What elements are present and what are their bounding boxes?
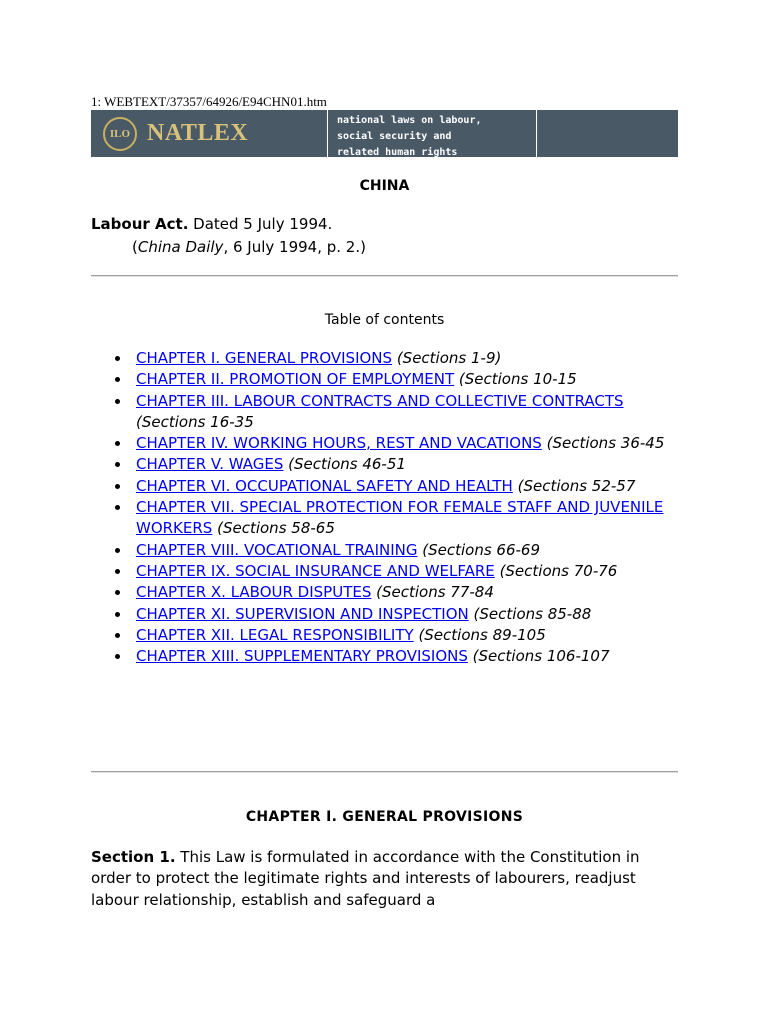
- toc-item: [136, 476, 681, 497]
- tagline-line: related human rights: [337, 147, 458, 158]
- section-body: This Law is formulated in accordance with the Constitution in order to protect the legitimate rights and interests of labourers, readjust labour relationship, establish and safeguard a: [91, 848, 640, 909]
- act-date: Dated 5 July 1994.: [188, 215, 333, 233]
- toc-section-range: (Sections 52-57: [517, 476, 636, 495]
- section-1-paragraph: [91, 847, 681, 911]
- tagline-line: social security and: [337, 131, 452, 142]
- banner-tagline: [327, 110, 537, 157]
- ilo-emblem-icon: ILO: [103, 117, 137, 151]
- toc-item: [136, 540, 681, 561]
- divider-top: [91, 275, 678, 277]
- source-details: , 6 July 1994, p. 2.): [223, 238, 366, 256]
- natlex-logo[interactable]: [91, 110, 327, 157]
- toc-chapter-link[interactable]: CHAPTER I. GENERAL PROVISIONS: [136, 349, 393, 367]
- tagline-line: national laws on labour,: [337, 115, 482, 126]
- toc-item: [136, 561, 681, 582]
- toc-chapter-link[interactable]: CHAPTER VI. OCCUPATIONAL SAFETY AND HEALTH: [136, 476, 513, 495]
- toc-chapter-link[interactable]: CHAPTER XII. LEGAL RESPONSIBILITY: [136, 625, 414, 644]
- toc-section-range: (Sections 70-76: [499, 561, 618, 580]
- source-url: 1: WEBTEXT/37357/64926/E94CHN01.htm: [91, 94, 327, 109]
- toc-item: [136, 625, 681, 646]
- toc-section-range: (Sections 10-15: [458, 370, 577, 389]
- toc-item: [136, 454, 681, 475]
- natlex-banner: [91, 110, 678, 157]
- toc-chapter-link[interactable]: CHAPTER III. LABOUR CONTRACTS AND COLLECTIVE CONTRACTS: [136, 391, 624, 410]
- act-title: Labour Act.: [91, 215, 189, 233]
- source-open: (: [132, 238, 138, 256]
- toc-item: [136, 646, 681, 667]
- toc-item: [136, 582, 681, 603]
- toc-section-range: (Sections 1-9): [396, 349, 502, 367]
- toc-chapter-link[interactable]: CHAPTER V. WAGES: [136, 455, 284, 474]
- toc-item: [136, 369, 681, 390]
- toc-chapter-link[interactable]: CHAPTER XI. SUPERVISION AND INSPECTION: [136, 604, 469, 623]
- toc-title: Table of contents: [324, 312, 445, 328]
- toc-item: [136, 497, 681, 540]
- toc-list: [91, 348, 681, 667]
- toc-section-range: (Sections 85-88: [473, 604, 592, 623]
- toc-section-range: (Sections 77-84: [376, 583, 494, 602]
- country-heading: CHINA: [359, 178, 410, 194]
- toc-item: [136, 433, 681, 454]
- toc-section-range: (Sections 106-107: [472, 647, 610, 666]
- divider-bottom: [91, 771, 678, 773]
- act-title-line: [91, 215, 332, 233]
- toc-chapter-link[interactable]: CHAPTER VIII. VOCATIONAL TRAINING: [136, 540, 418, 559]
- toc-section-range: (Sections 36-45: [546, 434, 665, 453]
- toc-item: [136, 348, 681, 369]
- toc-section-range: (Sections 16-35: [136, 412, 254, 431]
- source-publication: China Daily: [137, 238, 224, 256]
- toc-section-range: (Sections 58-65: [217, 519, 335, 538]
- toc-chapter-link[interactable]: CHAPTER X. LABOUR DISPUTES: [136, 583, 372, 602]
- toc-chapter-link[interactable]: CHAPTER VII. SPECIAL PROTECTION FOR FEMALE STAFF AND JUVENILE WORKERS: [136, 498, 664, 538]
- natlex-wordmark: NATLEX: [147, 120, 249, 146]
- toc-section-range: (Sections 66-69: [422, 540, 541, 559]
- toc-chapter-link[interactable]: CHAPTER IV. WORKING HOURS, REST AND VACATIONS: [136, 434, 542, 453]
- act-source-line: [132, 238, 366, 256]
- toc-item: [136, 604, 681, 625]
- toc-section-range: (Sections 46-51: [288, 455, 406, 474]
- toc-section-range: (Sections 89-105: [418, 625, 546, 644]
- section-label: Section 1.: [91, 848, 176, 866]
- banner-spacer: [537, 110, 678, 157]
- chapter-heading: CHAPTER I. GENERAL PROVISIONS: [245, 809, 524, 825]
- toc-chapter-link[interactable]: CHAPTER II. PROMOTION OF EMPLOYMENT: [136, 370, 455, 389]
- toc-chapter-link[interactable]: CHAPTER XIII. SUPPLEMENTARY PROVISIONS: [136, 647, 468, 666]
- toc-item: [136, 391, 681, 434]
- toc-chapter-link[interactable]: CHAPTER IX. SOCIAL INSURANCE AND WELFARE: [136, 561, 495, 580]
